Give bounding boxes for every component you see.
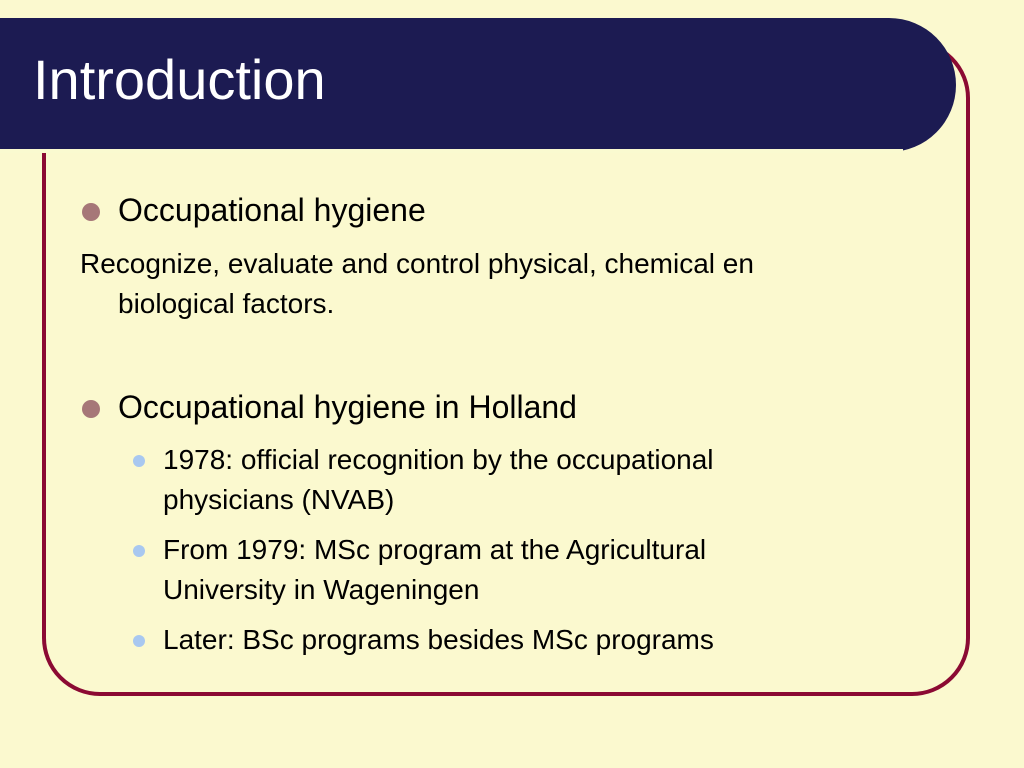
sub-bullet-dot-icon: [133, 455, 145, 467]
title-underline: [0, 149, 903, 153]
sub-bullet-1979-line-1: From 1979: MSc program at the Agricultural: [163, 534, 707, 565]
sub-bullet-dot-icon: [133, 635, 145, 647]
bullet-occupational-hygiene: Occupational hygiene: [118, 192, 426, 228]
sub-bullet-dot-icon: [133, 545, 145, 557]
slide-title: Introduction: [33, 48, 326, 111]
bullet-dot-icon: [82, 203, 100, 221]
bullet-occupational-hygiene-holland: Occupational hygiene in Holland: [118, 389, 577, 425]
sub-bullet-1978-line-2: physicians (NVAB): [163, 484, 395, 515]
bullet-dot-icon: [82, 400, 100, 418]
sub-bullet-bsc-programs: Later: BSc programs besides MSc programs: [163, 624, 714, 655]
sub-bullet-1979-line-2: University in Wageningen: [163, 574, 480, 605]
definition-line-2: biological factors.: [118, 288, 335, 319]
definition-line-1: Recognize, evaluate and control physical, chemical en: [80, 248, 754, 279]
sub-bullet-1978-line-1: 1978: official recognition by the occupational: [163, 444, 714, 475]
